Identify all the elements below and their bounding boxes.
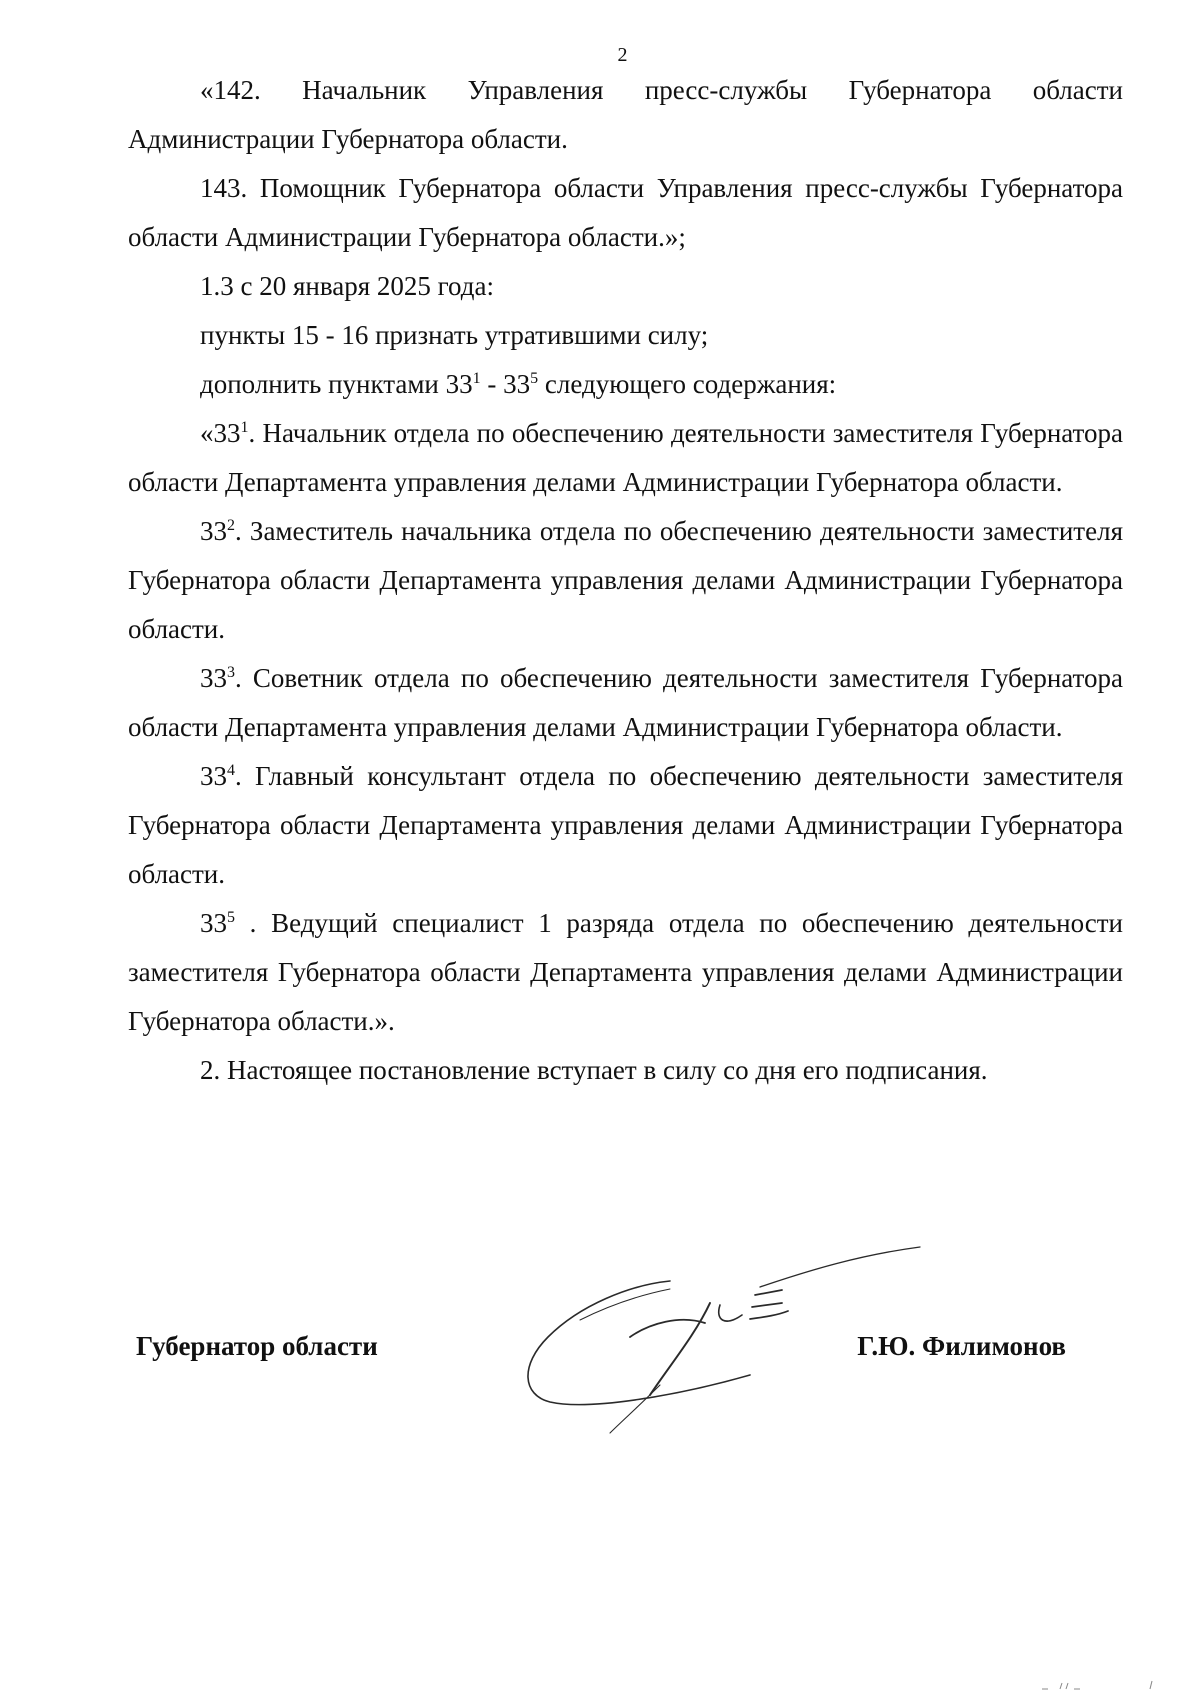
paragraph-supplement: [128, 360, 1123, 409]
item-text: . Начальник отдела по обеспечению деятельности заместителя Губернатора области Департамента управления делами Администрации Губернатора области.: [128, 418, 1123, 497]
signature-block: [136, 1325, 1066, 1385]
item-text: . Главный консультант отдела по обеспечению деятельности заместителя Губернатора области Департамента управления делами Администрации Губернатора области.: [128, 761, 1123, 889]
supplement-middle: - 33: [480, 369, 531, 399]
item-text: . Заместитель начальника отдела по обеспечению деятельности заместителя Губернатора области Департамента управления делами Администрации Губернатора области.: [128, 516, 1123, 644]
item-number: 33: [200, 663, 227, 693]
paragraph-142: «142. Начальник Управления пресс-службы Губернатора области Администрации Губернатора области.: [128, 75, 1123, 154]
item-number: «33: [200, 418, 241, 448]
item-33-5: [128, 899, 1123, 1046]
item-text: . Ведущий специалист 1 разряда отдела по обеспечению деятельности заместителя Губернатора области Департамента управления делами Администрации Губернатора области.».: [128, 908, 1123, 1036]
signature-name: Г.Ю. Филимонов: [857, 1331, 1066, 1361]
page-number: 2: [617, 44, 628, 66]
item-33-4: [128, 752, 1123, 899]
final-paragraph: 2. Настоящее постановление вступает в силу со дня его подписания.: [200, 1055, 988, 1085]
item-number: 33: [200, 516, 227, 546]
item-33-2: [128, 507, 1123, 654]
supplement-sup-1: 1: [472, 370, 481, 387]
scan-artifact-mark: [1040, 1677, 1160, 1691]
item-superscript: 1: [240, 419, 249, 436]
item-number: 33: [200, 761, 227, 791]
document-body: [128, 66, 1123, 1095]
item-superscript: 5: [227, 909, 235, 926]
item-superscript: 3: [227, 664, 235, 681]
item-superscript: 2: [227, 517, 235, 534]
item-33-1: [128, 409, 1123, 507]
paragraph-143: 143. Помощник Губернатора области Управления пресс-службы Губернатора области Администрации Губернатора области.»;: [128, 173, 1123, 252]
item-number: 33: [200, 908, 227, 938]
supplement-sup-2: 5: [530, 370, 539, 387]
paragraph-points-15-16: пункты 15 - 16 признать утратившими силу;: [200, 320, 709, 350]
paragraph-1-3: 1.3 с 20 января 2025 года:: [200, 271, 494, 301]
item-text: . Советник отдела по обеспечению деятельности заместителя Губернатора области Департамента управления делами Администрации Губернатора области.: [128, 663, 1123, 742]
item-superscript: 4: [227, 762, 235, 779]
supplement-prefix: дополнить пунктами 33: [200, 369, 473, 399]
supplement-suffix: следующего содержания:: [538, 369, 837, 399]
signature-title: Губернатор области: [136, 1331, 378, 1361]
item-33-3: [128, 654, 1123, 752]
